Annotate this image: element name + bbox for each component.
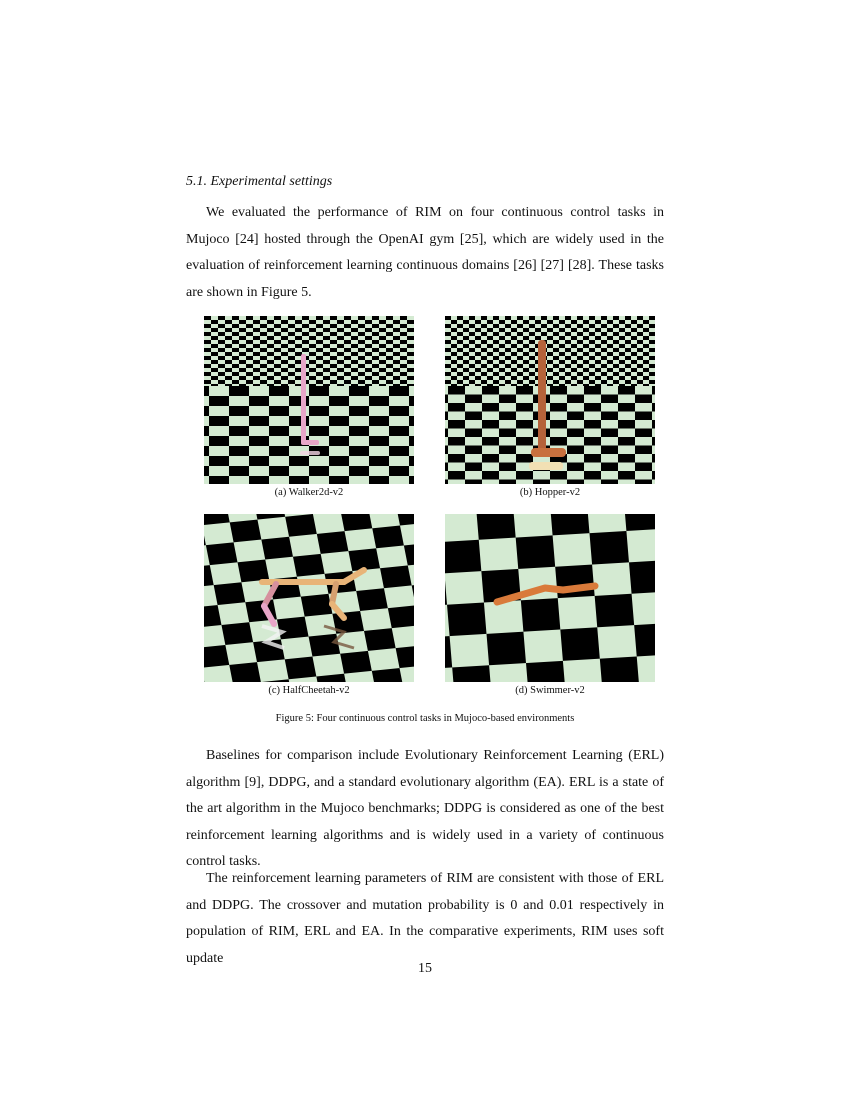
section-heading: 5.1. Experimental settings — [186, 174, 333, 189]
paragraph-baselines: Baselines for comparison include Evolutionary Reinforcement Learning (ERL) algorithm [9], DDPG, and a standard evolutionary algorithm (EA). ERL is a state of the art algorithm in the Mujoco benchmarks; DDPG is considered as one of the best reinforcement learning algorithms and is widely used in a variety of continuous control tasks. — [186, 748, 664, 869]
figure-panel-halfcheetah — [204, 514, 414, 682]
figure-panel-swimmer — [445, 514, 655, 682]
halfcheetah-render — [204, 514, 414, 682]
floor — [445, 514, 655, 682]
floor-far — [445, 316, 655, 386]
walker-foot — [301, 440, 319, 445]
figure-panel-walker2d — [204, 316, 414, 484]
subcaption-d: (d) Swimmer-v2 — [515, 685, 585, 696]
hopper-render — [445, 316, 655, 484]
floor — [204, 514, 414, 682]
figure-panel-hopper — [445, 316, 655, 484]
subcaption-c: (c) HalfCheetah-v2 — [268, 685, 350, 696]
walker2d-render — [204, 316, 414, 484]
hopper-shadow — [529, 462, 563, 470]
paragraph-intro: We evaluated the performance of RIM on four continuous control tasks in Mujoco [24] hosted through the OpenAI gym [25], which are widely used in the evaluation of reinforcement learning continuous domains [26] [27] [28]. These tasks are shown in Figure 5. — [186, 205, 664, 300]
floor-far — [204, 316, 414, 386]
swimmer-render — [445, 514, 655, 682]
figure-caption: Figure 5: Four continuous control tasks in Mujoco-based environments — [275, 713, 575, 724]
floor-near — [204, 386, 414, 484]
paragraph-parameters: The reinforcement learning parameters of RIM are consistent with those of ERL and DDPG. The crossover and mutation probability is 0 and 0.01 respectively in population of RIM, ERL and EA. In the comparative experiments, RIM uses soft update — [186, 871, 664, 966]
walker-torso — [301, 354, 306, 444]
subcaption-b: (b) Hopper-v2 — [519, 487, 581, 498]
hopper-torso — [538, 340, 546, 452]
page-number: 15 — [418, 961, 432, 976]
subcaption-a: (a) Walker2d-v2 — [274, 487, 344, 498]
walker-shadow — [300, 451, 320, 455]
hopper-foot — [531, 448, 566, 457]
